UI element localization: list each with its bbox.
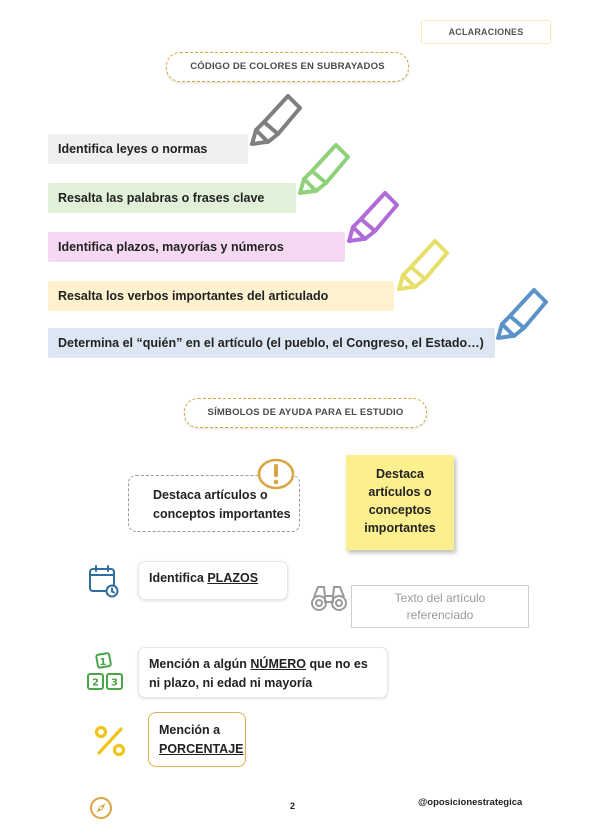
highlight-deadlines: Identifica plazos, mayorías y números [48,232,345,262]
sticky-line3: conceptos [368,503,432,517]
porcentaje-line1: Mención a [159,723,221,737]
dashed-box-line1: Destaca artículos o [153,488,268,502]
section-tag: ACLARACIONES [421,20,551,44]
svg-text:1: 1 [99,657,107,668]
colors-section-title: CÓDIGO DE COLORES EN SUBRAYADOS [166,52,409,82]
brand-handle: @oposicionestrategica [418,797,523,808]
porcentaje-emph: PORCENTAJE [159,742,244,756]
sticky-line1: Destaca [376,467,424,481]
symbols-section-title: SÍMBOLOS DE AYUDA PARA EL ESTUDIO [184,398,427,428]
highlight-laws: Identifica leyes o normas [48,134,248,164]
dashed-box-line2: conceptos importantes [153,507,291,521]
highlight-keywords: Resalta las palabras o frases clave [48,183,296,213]
plazos-prefix: Identifica [149,571,208,585]
sticky-line2: artículos o [368,485,432,499]
referenced-text-box [351,585,529,628]
plazos-card [138,561,288,600]
numero-line1 [149,655,387,674]
compass-icon [89,796,113,820]
blue-marker-icon [484,286,550,352]
ref-line1: Texto del artículo [394,591,486,605]
highlight-verbs: Resalta los verbos importantes del articulado [48,281,394,311]
exclamation-circle-icon [257,458,295,490]
calendar-clock-icon [88,564,120,598]
numero-line2: ni plazo, ni edad ni mayoría [149,676,313,690]
porcentaje-card [148,712,246,767]
numero-prefix: Mención a algún [149,657,251,671]
svg-text:2: 2 [92,677,99,689]
number-blocks-icon [85,652,127,692]
page-number: 2 [290,801,296,811]
sticky-line4: importantes [364,521,436,535]
highlight-who: Determina el “quién” en el artículo (el pueblo, el Congreso, el Estado…) [48,328,495,358]
plazos-emph: PLAZOS [207,571,259,585]
binoculars-icon [309,584,349,612]
numero-suffix: que no es [305,657,368,671]
numero-emph: NÚMERO [250,657,306,671]
numero-card [138,647,388,698]
yellow-marker-icon [385,237,451,303]
svg-text:3: 3 [111,677,118,689]
percent-icon [93,724,127,758]
sticky-note [346,455,454,550]
ref-line2: referenciado [406,608,474,622]
